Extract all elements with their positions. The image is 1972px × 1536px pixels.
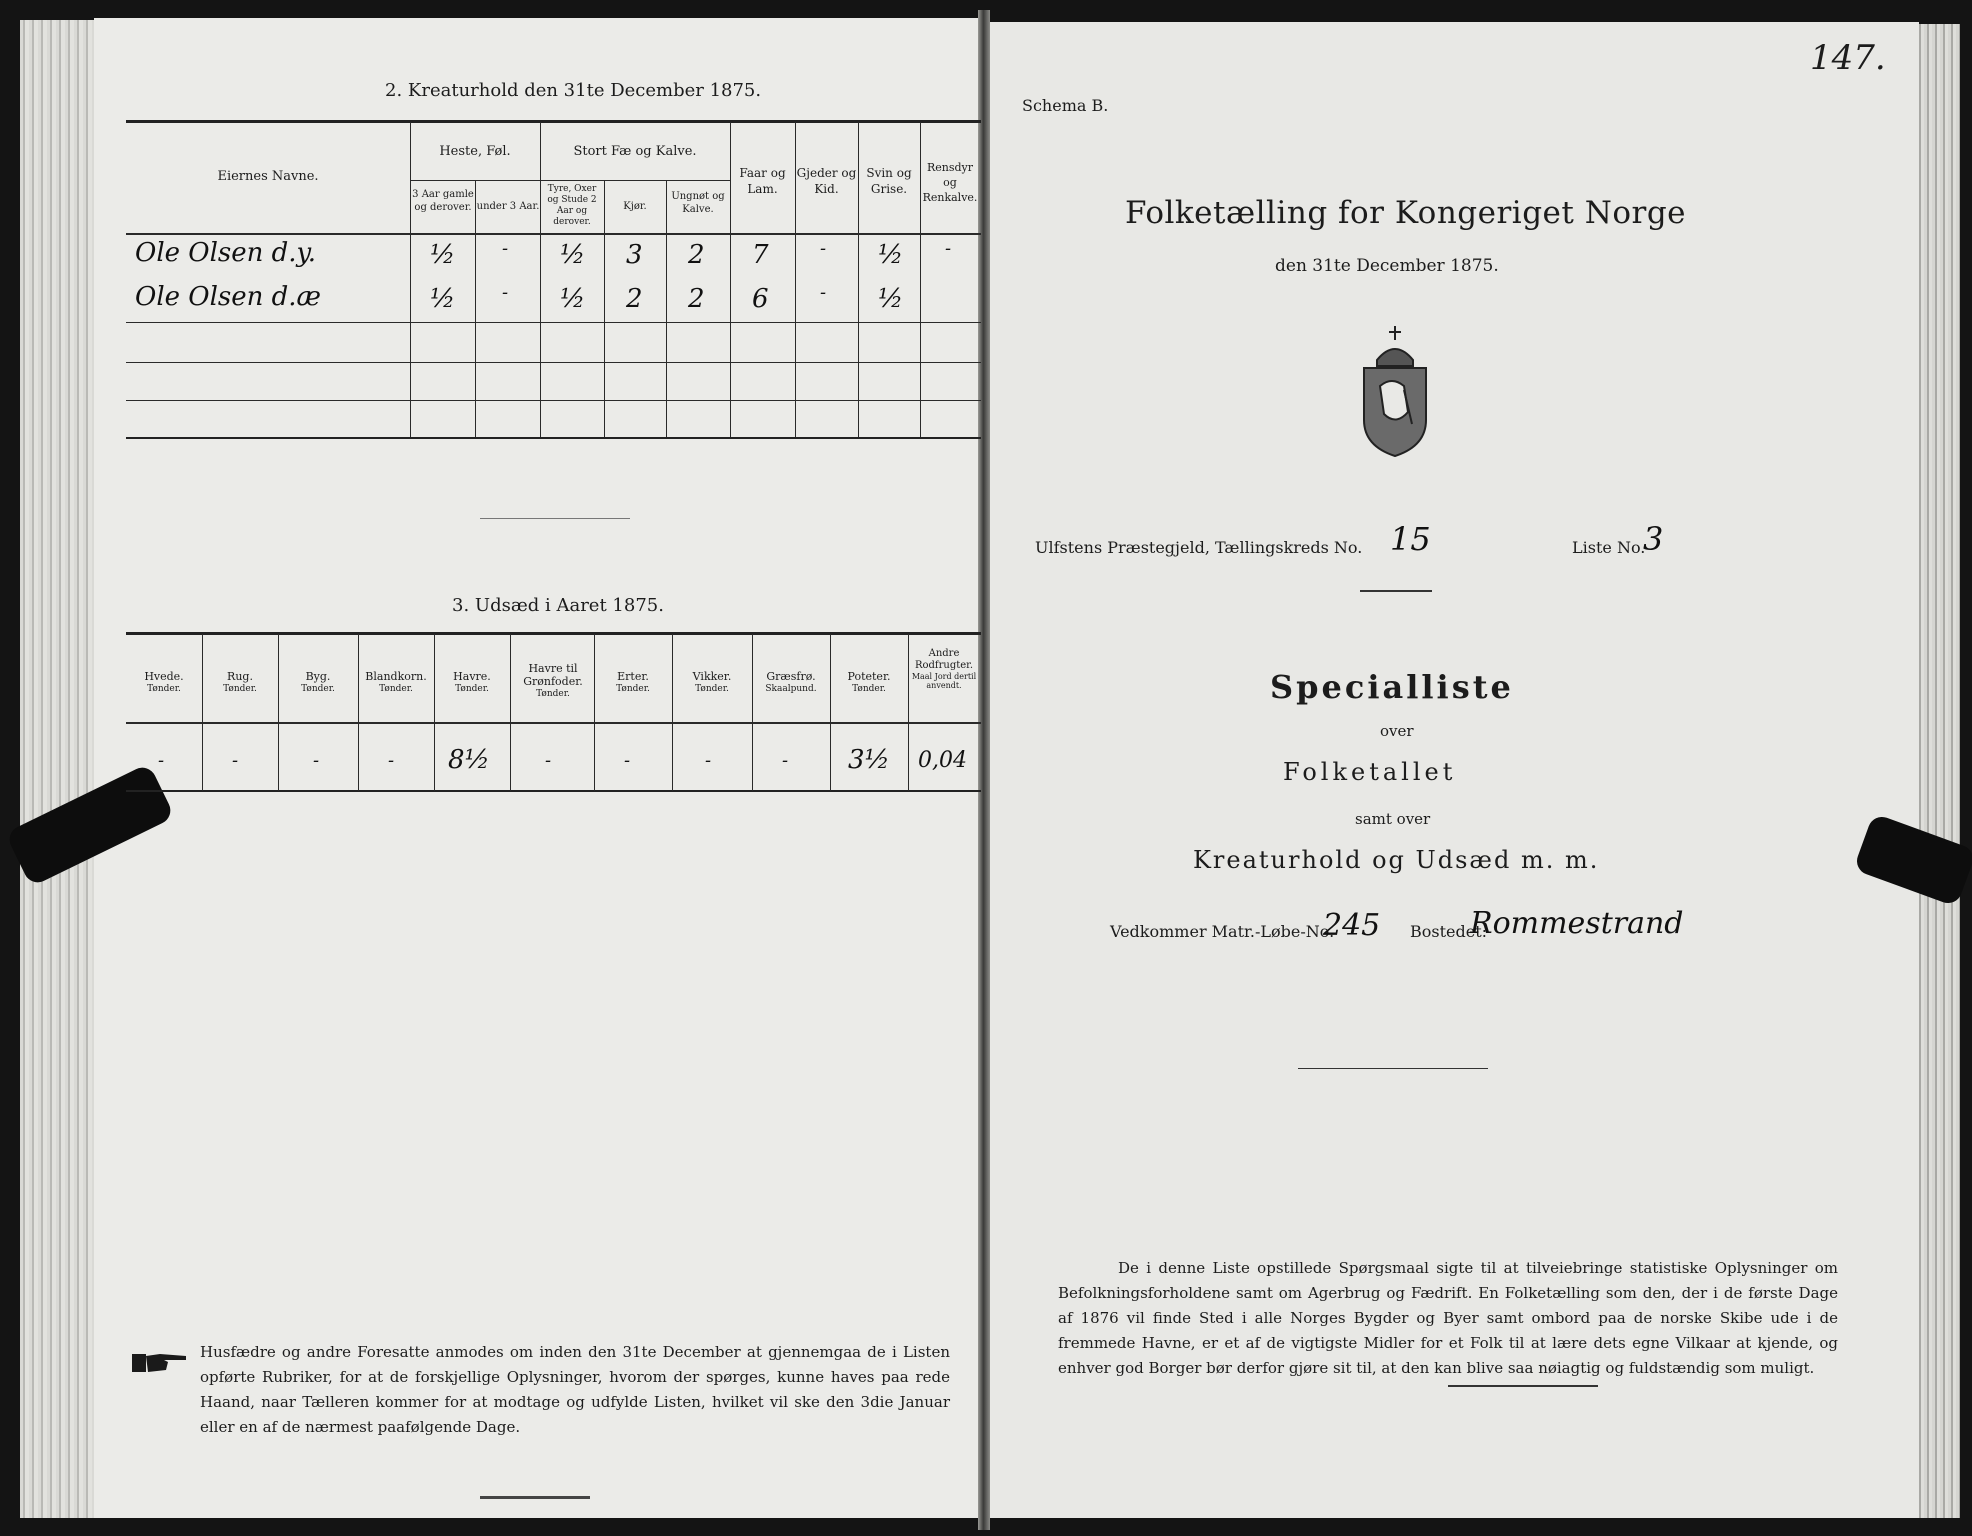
over-label: over	[1380, 722, 1414, 740]
cell-value: ½	[430, 284, 456, 314]
folketallet-heading: Folketallet	[1283, 758, 1457, 786]
page-subtitle: den 31te December 1875.	[1275, 256, 1499, 276]
cell-value: 2	[688, 240, 705, 270]
divider	[480, 518, 630, 519]
cell-value: -	[502, 282, 509, 303]
divider	[1360, 590, 1432, 592]
col-header-ungnot: Ungnøt og Kalve.	[671, 191, 725, 215]
cell-value: 3	[626, 240, 643, 270]
notice-text: Husfædre og andre Foresatte anmodes om inden den 31te December at gjennemgaa de i Listen opførte Rubriker, for at de forskjellige Oplysninger, hvorom der spørges, kunne haves paa rede Haand, naar Tælleren kommer for at modtage og udfylde Listen, hvilket vil ske den 3die Januar eller en af de nærmest paafølgende Dage.	[200, 1343, 950, 1436]
cell-value: ½	[878, 284, 904, 314]
cell-value: -	[313, 750, 320, 771]
bostedet-label: Bostedet:	[1410, 922, 1488, 941]
cell-value: -	[388, 750, 395, 771]
col-header-heste-under3: under 3 Aar.	[476, 201, 540, 212]
page-title: Folketælling for Kongeriget Norge	[1125, 195, 1687, 231]
pointing-hand-icon	[130, 1348, 190, 1376]
divider	[480, 1496, 590, 1499]
col-header-tyre: Tyre, Oxer og Stude 2 Aar og derover.	[547, 184, 597, 227]
sow-header: Andre Rodfrugter. Maal Jord dertil anvendt.	[911, 648, 977, 690]
footer-text: De i denne Liste opstillede Spørgsmaal sigte til at tilveiebringe statistiske Oplysninger om Befolkningsforholdene samt om Agerbrug og Fædrift. En Folketælling som den, der i de første Dage af 1876 vil finde Sted i alle Norges Bygder og Byer samt ombord paa de norske Skibe ude i de fremmede Havne, er et af de vigtigste Midler for et Folk til at lære dets egne Vilkaar at kjende, og enhver god Borger bør derfor gjøre sit til, at den kan blive saa nøiagtig og fuldstændig som muligt.	[1058, 1259, 1838, 1377]
cell-value: 0,04	[918, 748, 967, 773]
cell-value: -	[705, 750, 712, 771]
sow-header: Erter. Tønder.	[616, 670, 650, 694]
col-header-svin: Svin og Grise.	[866, 166, 912, 196]
cell-value: ½	[560, 240, 586, 270]
cell-value: 2	[626, 284, 643, 314]
sow-header: Rug. Tønder.	[223, 670, 257, 694]
sow-header: Hvede. Tønder.	[144, 670, 184, 694]
col-header-owner: Eiernes Navne.	[217, 169, 319, 184]
sow-header: Græsfrø. Skaalpund.	[765, 670, 817, 694]
cell-value: -	[545, 750, 552, 771]
cell-value: 2	[688, 284, 705, 314]
col-header-faar: Faar og Lam.	[739, 166, 786, 196]
kreaturhold-heading: Kreaturhold og Udsæd m. m.	[1193, 846, 1600, 874]
sow-header: Havre til Grønfoder. Tønder.	[523, 662, 583, 699]
bostedet-value: Rommestrand	[1470, 906, 1684, 941]
cell-value: -	[232, 750, 239, 771]
book-gutter	[978, 10, 990, 1530]
section2-title: 2. Kreaturhold den 31te December 1875.	[385, 80, 762, 101]
samt-over-label: samt over	[1355, 810, 1431, 828]
cell-value: 8½	[448, 745, 490, 775]
owner-name: Ole Olsen d.æ	[135, 282, 321, 312]
sow-header: Havre. Tønder.	[453, 670, 491, 694]
left-page-edges	[20, 20, 94, 1518]
col-header-heste-3aar: 3 Aar gamle og derover.	[412, 189, 474, 213]
liste-number: 3	[1643, 520, 1664, 558]
owner-name: Ole Olsen d.y.	[135, 238, 317, 268]
divider	[1298, 1068, 1488, 1069]
cell-value: -	[158, 750, 165, 771]
district-number: 15	[1390, 520, 1431, 558]
cell-value: -	[945, 238, 952, 259]
col-header-heste: Heste, Føl.	[439, 144, 511, 159]
matr-label: Vedkommer Matr.-Løbe-No.	[1110, 922, 1335, 941]
cell-value: -	[820, 282, 827, 303]
cell-value: -	[624, 750, 631, 771]
specialliste-heading: Specialliste	[1270, 668, 1514, 706]
cell-value: 7	[752, 240, 769, 270]
divider	[1448, 1385, 1598, 1387]
sow-header: Poteter. Tønder.	[847, 670, 891, 694]
cell-value: ½	[430, 240, 456, 270]
coat-of-arms-icon	[1352, 320, 1438, 460]
cell-value: -	[820, 238, 827, 259]
sow-header: Byg. Tønder.	[301, 670, 335, 694]
section3-title: 3. Udsæd i Aaret 1875.	[452, 595, 664, 616]
page-number: 147.	[1810, 38, 1886, 78]
col-header-kjor: Kjør.	[623, 201, 647, 212]
cell-value: ½	[878, 240, 904, 270]
district-label: Ulfstens Præstegjeld, Tællingskreds No.	[1035, 538, 1363, 557]
col-header-gjeder: Gjeder og Kid.	[796, 166, 857, 196]
cell-value: -	[782, 750, 789, 771]
liste-label: Liste No.	[1572, 538, 1646, 557]
sow-header: Vikker. Tønder.	[692, 670, 732, 694]
matr-number: 245	[1323, 908, 1381, 943]
cell-value: ½	[560, 284, 586, 314]
cell-value: -	[502, 238, 509, 259]
col-header-stort-fae: Stort Fæ og Kalve.	[573, 144, 697, 159]
cell-value: 6	[752, 284, 769, 314]
schema-label: Schema B.	[1022, 96, 1109, 115]
cell-value: 3½	[848, 745, 890, 775]
col-header-rensdyr: Rensdyr og Renkalve.	[922, 161, 978, 204]
sow-header: Blandkorn. Tønder.	[365, 670, 427, 694]
